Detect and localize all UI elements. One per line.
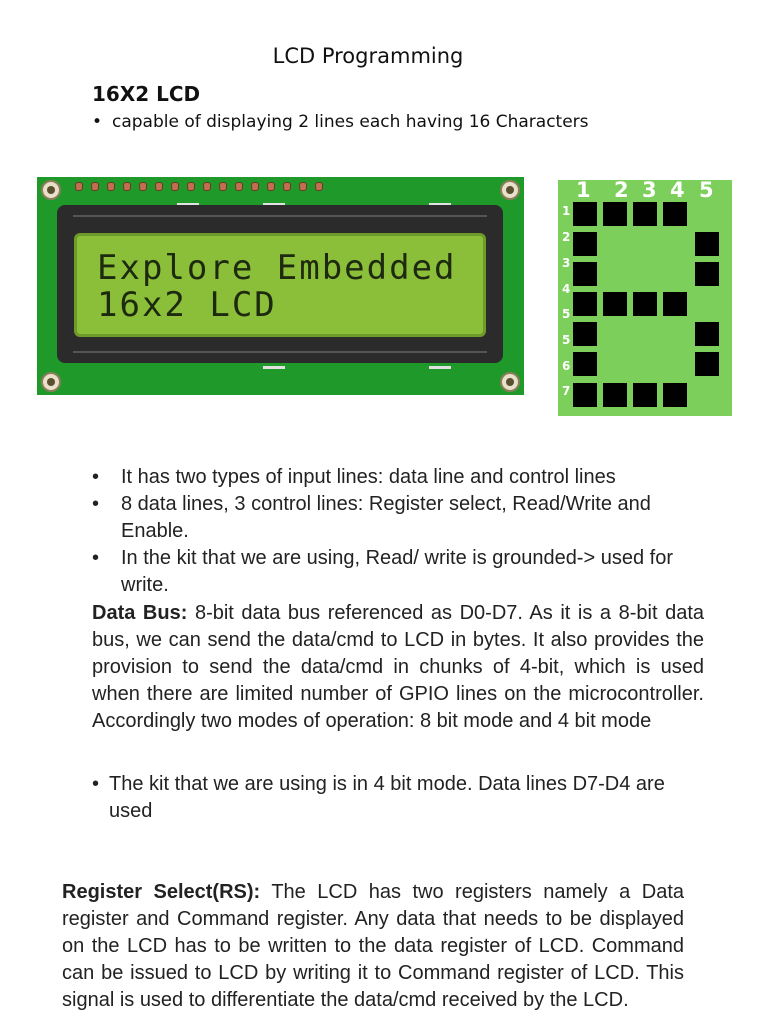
page-title: LCD Programming [272, 44, 464, 68]
header-pin [187, 182, 195, 191]
list-item: • In the kit that we are using, Read/ write is grounded-> used for write. [92, 547, 673, 596]
matrix-pixel [663, 202, 687, 226]
matrix-pixel [663, 383, 687, 407]
lcd-line-1: Explore Embedded [97, 248, 457, 288]
intro-bullet [92, 112, 589, 132]
matrix-row-label: 2 [562, 230, 571, 244]
header-pin [123, 182, 131, 191]
matrix-row-label: 7 [562, 384, 571, 398]
matrix-pixel [603, 383, 627, 407]
data-bus-label: Data Bus: [92, 602, 188, 624]
matrix-pixel [573, 232, 597, 256]
matrix-pixel [663, 292, 687, 316]
lcd-module-image [37, 177, 524, 395]
matrix-pixel [633, 292, 657, 316]
matrix-column-label: 4 [670, 178, 685, 202]
matrix-row-label: 1 [562, 204, 571, 218]
matrix-row-label: 5 [562, 307, 571, 321]
mounting-hole [500, 180, 520, 200]
header-pin [107, 182, 115, 191]
matrix-column-label: 5 [699, 178, 714, 202]
matrix-pixel [695, 232, 719, 256]
matrix-column-label: 1 [576, 178, 591, 202]
matrix-pixel [633, 202, 657, 226]
bullet-dot: • [92, 112, 103, 132]
mounting-hole [41, 180, 61, 200]
matrix-row-label: 4 [562, 282, 571, 296]
mode-list [92, 771, 712, 825]
char-matrix-image [558, 180, 732, 416]
register-select-label: Register Select(RS): [62, 881, 261, 903]
matrix-pixel [573, 262, 597, 286]
data-bus-text: 8-bit data bus referenced as D0-D7. As it is a 8-bit data bus, we can send the data/cmd to LCD in bytes. It also provides the provision to send the data/cmd in chunks of 4-bit, which is used when there are limited number of GPIO lines on the microcontroller. Accordingly two modes of operation: 8 bit mode and 4 bit mode [92, 602, 704, 732]
matrix-pixel [603, 202, 627, 226]
matrix-pixel [573, 322, 597, 346]
list-item: • The kit that we are using is in 4 bit mode. Data lines D7-D4 are used [92, 773, 665, 822]
header-pin [171, 182, 179, 191]
feature-list [92, 464, 712, 599]
list-item: • It has two types of input lines: data line and control lines [92, 466, 616, 488]
matrix-pixel [603, 292, 627, 316]
matrix-row-label: 3 [562, 256, 571, 270]
matrix-pixel [573, 383, 597, 407]
header-pin [299, 182, 307, 191]
lcd-line-2: 16x2 LCD [97, 285, 277, 325]
matrix-pixel [573, 352, 597, 376]
matrix-pixel [633, 383, 657, 407]
header-pin [139, 182, 147, 191]
header-pin [219, 182, 227, 191]
matrix-pixel [695, 262, 719, 286]
data-bus-paragraph [92, 600, 704, 735]
header-pin [267, 182, 275, 191]
matrix-column-label: 3 [642, 178, 657, 202]
list-item-text: 8 data lines, 3 control lines: Register select, Read/Write and Enable. [121, 493, 651, 542]
matrix-row-label: 6 [562, 359, 571, 373]
header-pin [315, 182, 323, 191]
matrix-pixel [573, 292, 597, 316]
matrix-row-label: 5 [562, 333, 571, 347]
matrix-pixel [573, 202, 597, 226]
header-pin [235, 182, 243, 191]
header-pin [91, 182, 99, 191]
list-item-text: It has two types of input lines: data line and control lines [121, 466, 616, 488]
matrix-pixel [695, 322, 719, 346]
header-pin [155, 182, 163, 191]
mounting-hole [500, 372, 520, 392]
header-pin [283, 182, 291, 191]
header-pin [203, 182, 211, 191]
intro-bullet-text: capable of displaying 2 lines each having 16 Characters [112, 112, 589, 132]
register-select-text: The LCD has two registers namely a Data register and Command register. Any data that needs to be displayed on the LCD has to be written to the data register of LCD. Command can be issued to LCD by writing it to Command register of LCD. This signal is used to differentiate the data/cmd received by the LCD. [62, 881, 685, 1011]
matrix-pixel [695, 352, 719, 376]
list-item-text: In the kit that we are using, Read/ write is grounded-> used for write. [121, 547, 673, 596]
mounting-hole [41, 372, 61, 392]
lcd-screen [74, 233, 486, 337]
list-item: • 8 data lines, 3 control lines: Register select, Read/Write and Enable. [92, 493, 651, 542]
matrix-column-label: 2 [614, 178, 629, 202]
list-item-text: The kit that we are using is in 4 bit mode. Data lines D7-D4 are used [109, 773, 665, 822]
header-pin [251, 182, 259, 191]
header-pin [75, 182, 83, 191]
section-heading: 16X2 LCD [92, 82, 201, 106]
register-select-paragraph [62, 879, 684, 1014]
